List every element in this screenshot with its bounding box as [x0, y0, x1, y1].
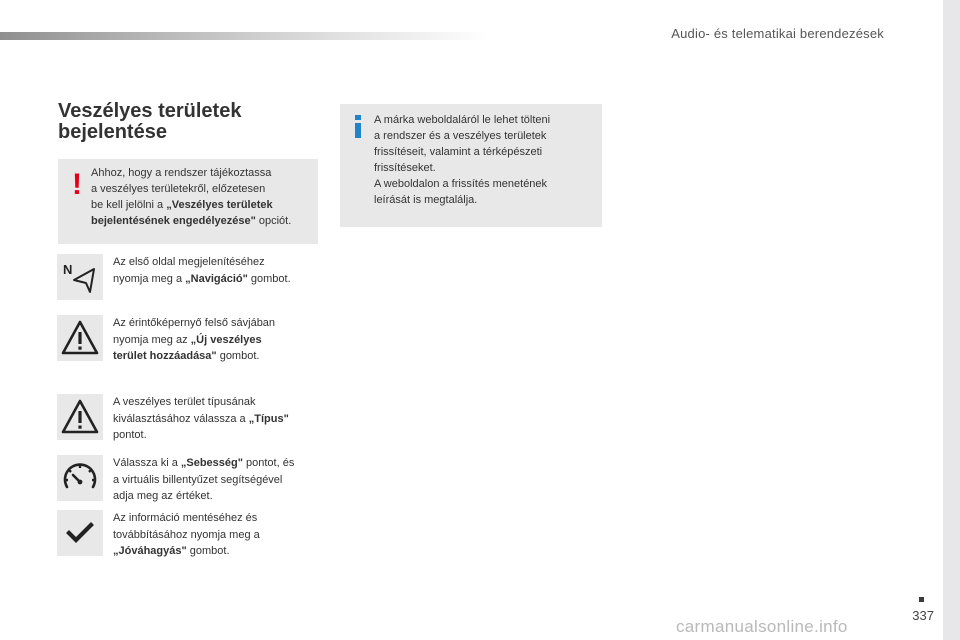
page-marker — [919, 597, 924, 602]
warning-line: a veszélyes területekről, előzetesen — [91, 183, 266, 195]
page-number: 337 — [912, 608, 934, 623]
step-line: gombot. — [186, 545, 230, 557]
step-line: pontot, és — [242, 457, 295, 469]
step-line: kiválasztásához válassza a — [113, 412, 249, 425]
svg-text:N: N — [63, 262, 73, 277]
info-text — [374, 112, 596, 208]
step-text — [113, 254, 323, 287]
step-text — [113, 510, 323, 560]
step-line: Az információ mentéséhez és — [113, 512, 258, 524]
step-text — [113, 394, 323, 444]
warning-triangle-icon — [57, 315, 103, 361]
step-line: A veszélyes terület típusának — [113, 396, 256, 408]
step-line: gombot. — [247, 272, 291, 285]
header-gradient-bar — [0, 32, 490, 40]
navigation-icon — [57, 254, 103, 300]
step-line: nyomja meg az — [113, 333, 191, 346]
step-line: Az első oldal megjelenítéséhez — [113, 256, 265, 268]
warning-text — [91, 165, 313, 229]
chapter-title: Audio- és telematikai berendezések — [671, 26, 884, 41]
warning-line: be kell jelölni a — [91, 199, 167, 211]
info-line: A weboldalon a frissítés menetének — [374, 178, 548, 190]
info-icon — [355, 115, 361, 137]
button-name: „Jóváhagyás" — [113, 545, 187, 557]
info-line: a rendszer és a veszélyes területek — [374, 130, 547, 142]
step-line: továbbításához nyomja meg a — [113, 528, 260, 541]
page-title-line2: bejelentése — [58, 121, 167, 143]
step-text — [113, 315, 323, 365]
button-name: terület hozzáadása" — [113, 350, 217, 362]
page-edge-strip — [943, 0, 960, 640]
step-line: Az érintőképernyő felső sávjában — [113, 317, 276, 329]
info-note — [340, 104, 602, 227]
step-line: a virtuális billentyűzet segítségével — [113, 473, 283, 486]
speedometer-icon — [57, 455, 103, 501]
button-name: „Navigáció" — [185, 272, 248, 285]
page-title — [58, 101, 318, 143]
step-line: pontot. — [113, 429, 147, 441]
step-line: nyomja meg a — [113, 272, 186, 285]
checkmark-icon — [57, 510, 103, 556]
option-name: „Típus" — [248, 412, 289, 425]
step-text — [113, 455, 323, 505]
info-line: A márka weboldaláról le lehet tölteni — [374, 114, 551, 126]
info-line: frissítéseket. — [374, 162, 436, 174]
option-name: „Sebesség" — [180, 457, 243, 469]
button-name: „Új veszélyes — [190, 333, 262, 346]
info-line: leírását is megtalálja. — [374, 194, 478, 206]
warning-line: opciót. — [255, 215, 292, 227]
warning-line: Ahhoz, hogy a rendszer tájékoztassa — [91, 167, 272, 179]
watermark: carmanualsonline.info — [676, 617, 848, 636]
step-line: Válassza ki a — [113, 457, 181, 469]
exclamation-icon: ! — [72, 168, 82, 201]
page-title-line1: Veszélyes területek — [58, 100, 242, 122]
warning-option-name: bejelentésének engedélyezése" — [91, 215, 256, 227]
info-line: frissítéseit, valamint a térképészeti — [374, 146, 543, 158]
warning-triangle-icon — [57, 394, 103, 440]
step-line: adja meg az értéket. — [113, 490, 213, 502]
step-line: gombot. — [216, 350, 260, 362]
warning-note — [58, 159, 318, 244]
warning-option-name: „Veszélyes területek — [166, 199, 273, 211]
